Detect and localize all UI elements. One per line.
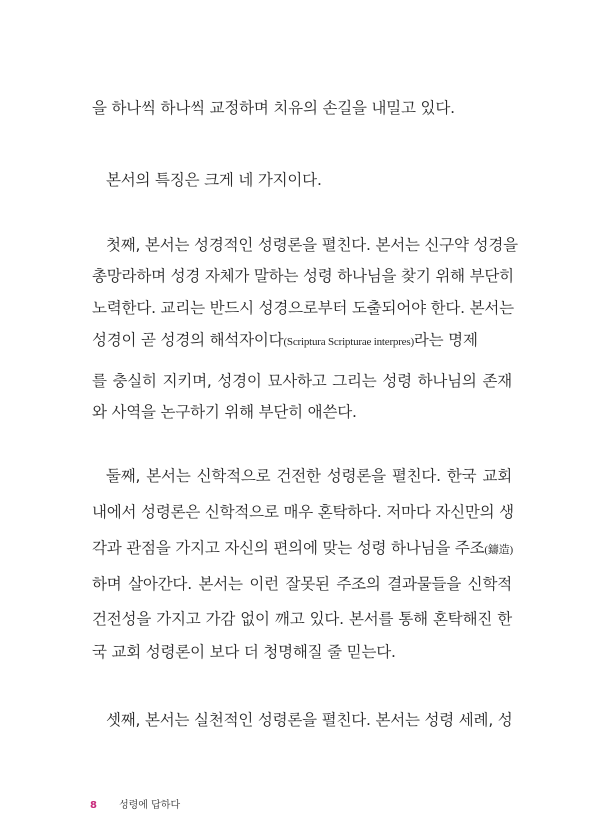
page-footer xyxy=(90,799,180,813)
page-number: 8 xyxy=(90,800,97,811)
paragraph-1-line-6: 와 사역을 논구하기 위해 부단히 애쓴다. xyxy=(92,403,357,421)
paragraph-1-line-3: 노력한다. 교리는 반드시 성경으로부터 도출되어야 한다. 본서는 xyxy=(92,299,514,317)
paragraph-1-line-5: 를 충실히 지키며, 성경이 묘사하고 그리는 성령 하나님의 존재 xyxy=(92,372,512,390)
latin-annotation: (Scriptura Scripturae interpres) xyxy=(283,336,414,348)
paragraph-2-line-4: 하며 살아간다. 본서는 이런 잘못된 주조의 결과물들을 신학적 xyxy=(92,575,512,593)
paragraph-1-line-1: 첫째, 본서는 성경적인 성령론을 펼친다. 본서는 신구약 성경을 xyxy=(106,236,518,254)
paragraph-2-line-6: 국 교회 성령론이 보다 더 청명해질 줄 믿는다. xyxy=(92,643,396,661)
running-title: 성령에 답하다 xyxy=(118,800,181,811)
paragraph-1-line-2: 총망라하며 성경 자체가 말하는 성령 하나님을 찾기 위해 부단히 xyxy=(92,267,514,285)
text-segment: 성경이 곧 성경의 해석자이다 xyxy=(92,331,284,349)
paragraph-2-line-5: 건전성을 가지고 가감 없이 깨고 있다. 본서를 통해 혼탁해진 한 xyxy=(92,610,512,628)
text-segment: 라는 명제 xyxy=(413,331,478,349)
paragraph-2-line-1: 둘째, 본서는 신학적으로 건전한 성령론을 펼친다. 한국 교회 xyxy=(106,467,512,485)
paragraph-2-line-3 xyxy=(92,538,512,560)
text-line-1: 을 하나씩 하나씩 교정하며 치유의 손길을 내밀고 있다. xyxy=(92,99,455,117)
paragraph-2-line-2: 내에서 성령론은 신학적으로 매우 혼탁하다. 저마다 자신만의 생 xyxy=(92,503,514,521)
text-segment: 각과 관점을 가지고 자신의 편의에 맞는 성령 하나님을 주조 xyxy=(92,539,485,557)
hanja-annotation: (鑄造) xyxy=(484,544,513,556)
paragraph-3-line-1: 셋째, 본서는 실천적인 성령론을 펼친다. 본서는 성령 세례, 성 xyxy=(106,711,513,729)
paragraph-intro-line: 본서의 특징은 크게 네 가지이다. xyxy=(106,171,322,189)
paragraph-1-line-4 xyxy=(92,330,512,352)
